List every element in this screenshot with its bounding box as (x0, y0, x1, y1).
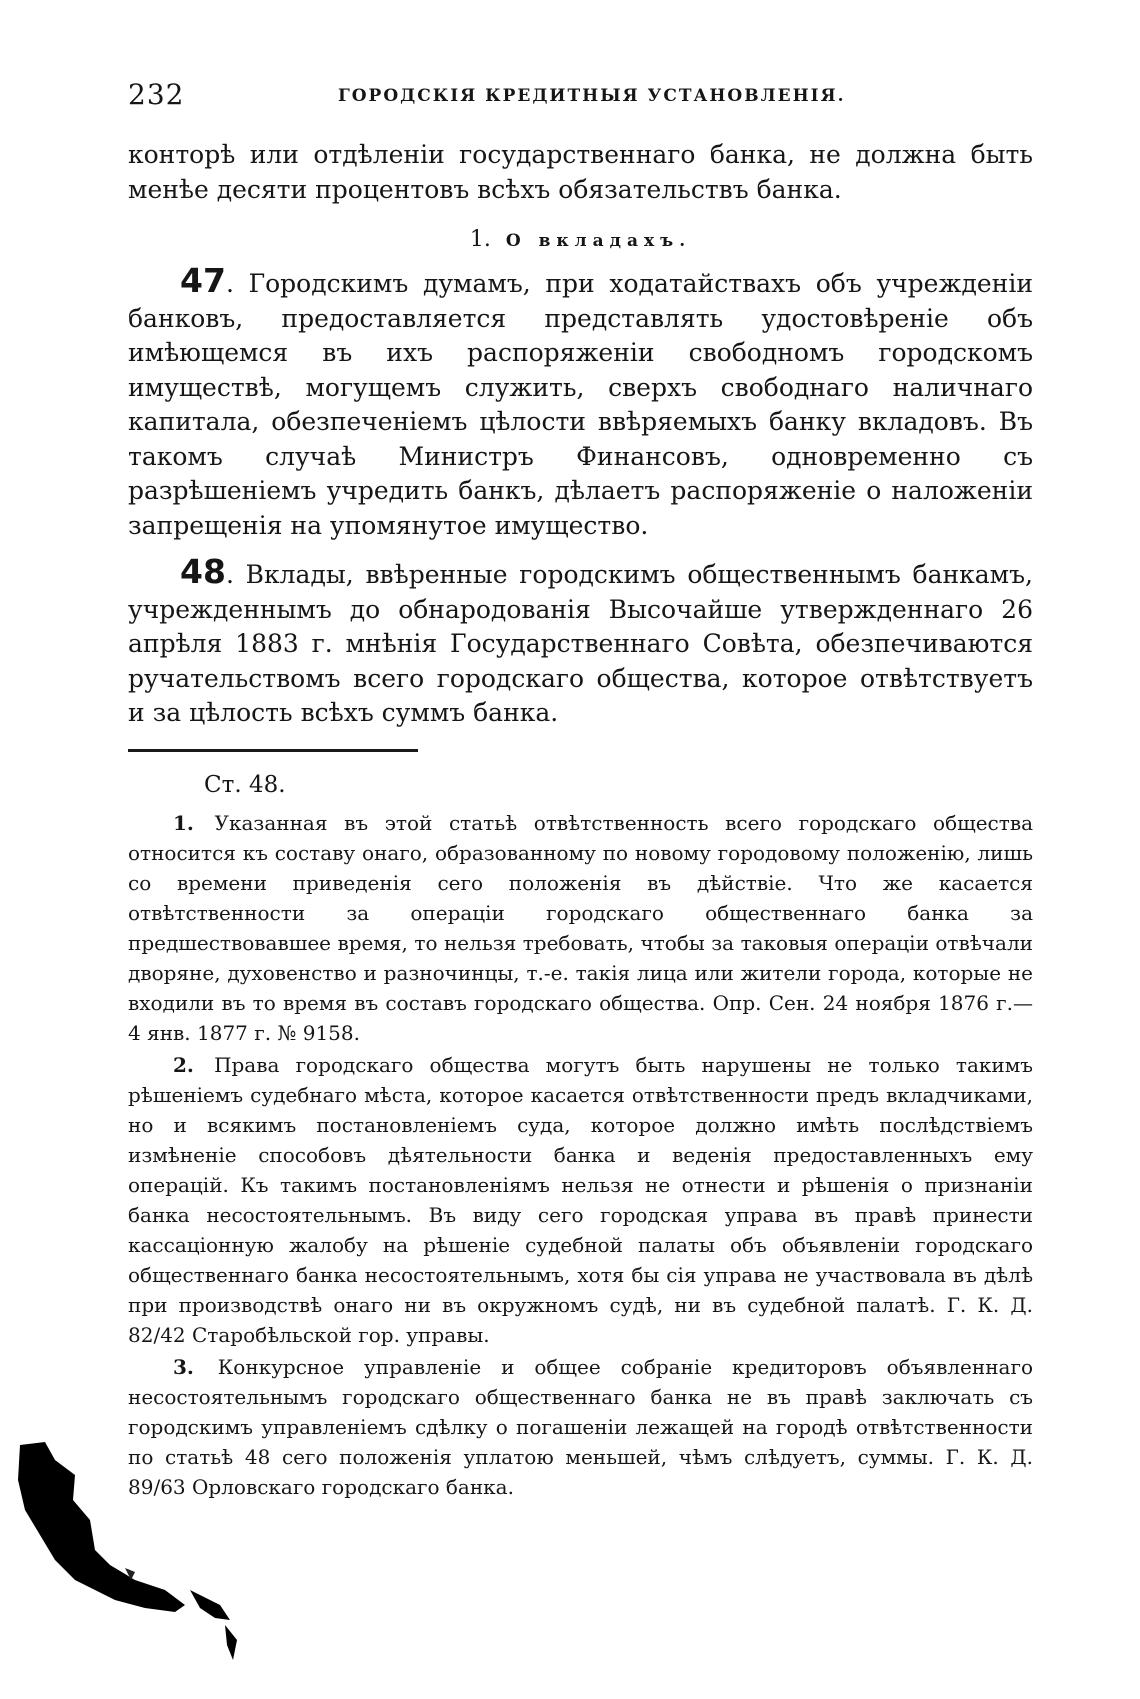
page (128, 78, 1033, 1502)
article-text: Городскимъ думамъ, при ходатайствахъ объ учрежденіи банковъ, предоставляется представлять удостовѣреніе объ имѣющемся въ ихъ распоряженіи свободномъ городскомъ имуществѣ, могущемъ служить, сверхъ свободнаго наличнаго капитала, обезпеченіемъ цѣлости ввѣряемыхъ банку вкладовъ. Въ такомъ случаѣ Министръ Финансовъ, одновременно съ разрѣшеніемъ учредить банкъ, дѣлаетъ распоряженіе о наложеніи запрещенія на упомянутое имущество. (128, 269, 1033, 540)
page-number: 232 (128, 78, 185, 111)
article-47: 47. Городскимъ думамъ, при ходатайствахъ объ учрежденіи банковъ, предоставляется представлять удостовѣреніе объ имѣющемся въ ихъ распоряженіи свободномъ городскомъ имуществѣ, могущемъ служить, сверхъ свободнаго наличнаго капитала, обезпеченіемъ цѣлости ввѣряемыхъ банку вкладовъ. Въ такомъ случаѣ Министръ Финансовъ, одновременно съ разрѣшеніемъ учредить банкъ, дѣлаетъ распоряженіе о наложеніи запрещенія на упомянутое имущество. (128, 261, 1033, 540)
note-number: 2. (173, 1052, 194, 1077)
note-number: 3. (173, 1354, 194, 1379)
note-2 (128, 1050, 1033, 1350)
running-title: ГОРОДСКІЯ КРЕДИТНЫЯ УСТАНОВЛЕНІЯ. (338, 86, 846, 106)
note-number: 1. (173, 810, 194, 835)
article-number: 48 (180, 552, 226, 591)
note-text: Конкурсное управленіе и общее собраніе кредиторовъ объявленнаго несостоятельнымъ городскаго общественнаго банка не въ правѣ заключать съ городскимъ управленіемъ сдѣлку о погашеніи лежащей на городѣ отвѣтственности по статьѣ 48 сего положенія уплатою меньшей, чѣмъ слѣдуетъ, суммы. Г. К. Д. 89/63 Орловскаго городскаго банка. (128, 1354, 1033, 1499)
page-header (128, 78, 1033, 122)
section-number: 1. (469, 227, 491, 252)
note-1 (128, 808, 1033, 1048)
scan-ink-blot (15, 1440, 255, 1690)
section-heading (128, 227, 1033, 252)
article-text: Вклады, ввѣренные городскимъ общественнымъ банкамъ, учрежденнымъ до обнародованія Высочайше утвержденнаго 26 апрѣля 1883 г. мнѣнія Государственнаго Совѣта, обезпечиваются ручательствомъ всего городскаго общества, которое отвѣтствуетъ и за цѣлость всѣхъ суммъ банка. (128, 560, 1033, 727)
note-3 (128, 1352, 1033, 1502)
article-number: 47 (180, 261, 226, 300)
note-text: Права городскаго общества могутъ быть нарушены не только такимъ рѣшеніемъ судебнаго мѣста, которое касается отвѣтственности предъ вкладчиками, но и всякимъ постановленіемъ суда, которое должно имѣть послѣдствіемъ измѣненіе способовъ дѣятельности банка и веденія предоставленныхъ ему операцій. Къ такимъ постановленіямъ нельзя не отнести и рѣшенія о признаніи банка несостоятельнымъ. Въ виду сего городская управа въ правѣ принести кассаціонную жалобу на рѣшеніе судебной палаты объ объявленіи городскаго общественнаго банка несостоятельнымъ, хотя бы сія управа не участвовала въ дѣлѣ при производствѣ онаго ни въ окружномъ судѣ, ни въ судебной палатѣ. Г. К. Д. 82/42 Старобѣльской гор. управы. (128, 1052, 1034, 1347)
notes-heading: Ст. 48. (204, 771, 286, 798)
note-text: Указанная въ этой статьѣ отвѣтственность всего городскаго общества относится къ составу онаго, образованному по новому городовому положенію, лишь со времени приведенія сего положенія въ дѣйствіе. Что же касается отвѣтственности за операціи городскаго общественнаго банка за предшествовавшее время, то нельзя требовать, чтобы за таковыя операціи отвѣчали дворяне, духовенство и разночинцы, т.-е. такія лица или жители города, которые не входили въ то время въ составъ городскаго общества. Опр. Сен. 24 ноября 1876 г.—4 янв. 1877 г. № 9158. (128, 810, 1034, 1045)
notes-divider (128, 749, 418, 752)
article-48: 48. Вклады, ввѣренные городскимъ общественнымъ банкамъ, учрежденнымъ до обнародованія Высочайше утвержденнаго 26 апрѣля 1883 г. мнѣнія Государственнаго Совѣта, обезпечиваются ручательствомъ всего городскаго общества, которое отвѣтствуетъ и за цѣлость всѣхъ суммъ банка. (128, 552, 1033, 727)
section-title: О вкладахъ. (505, 231, 692, 251)
continuation-paragraph: конторѣ или отдѣленіи государственнаго банка, не должна быть менѣе десяти процентовъ всѣхъ обязательствъ банка. (128, 140, 1033, 204)
